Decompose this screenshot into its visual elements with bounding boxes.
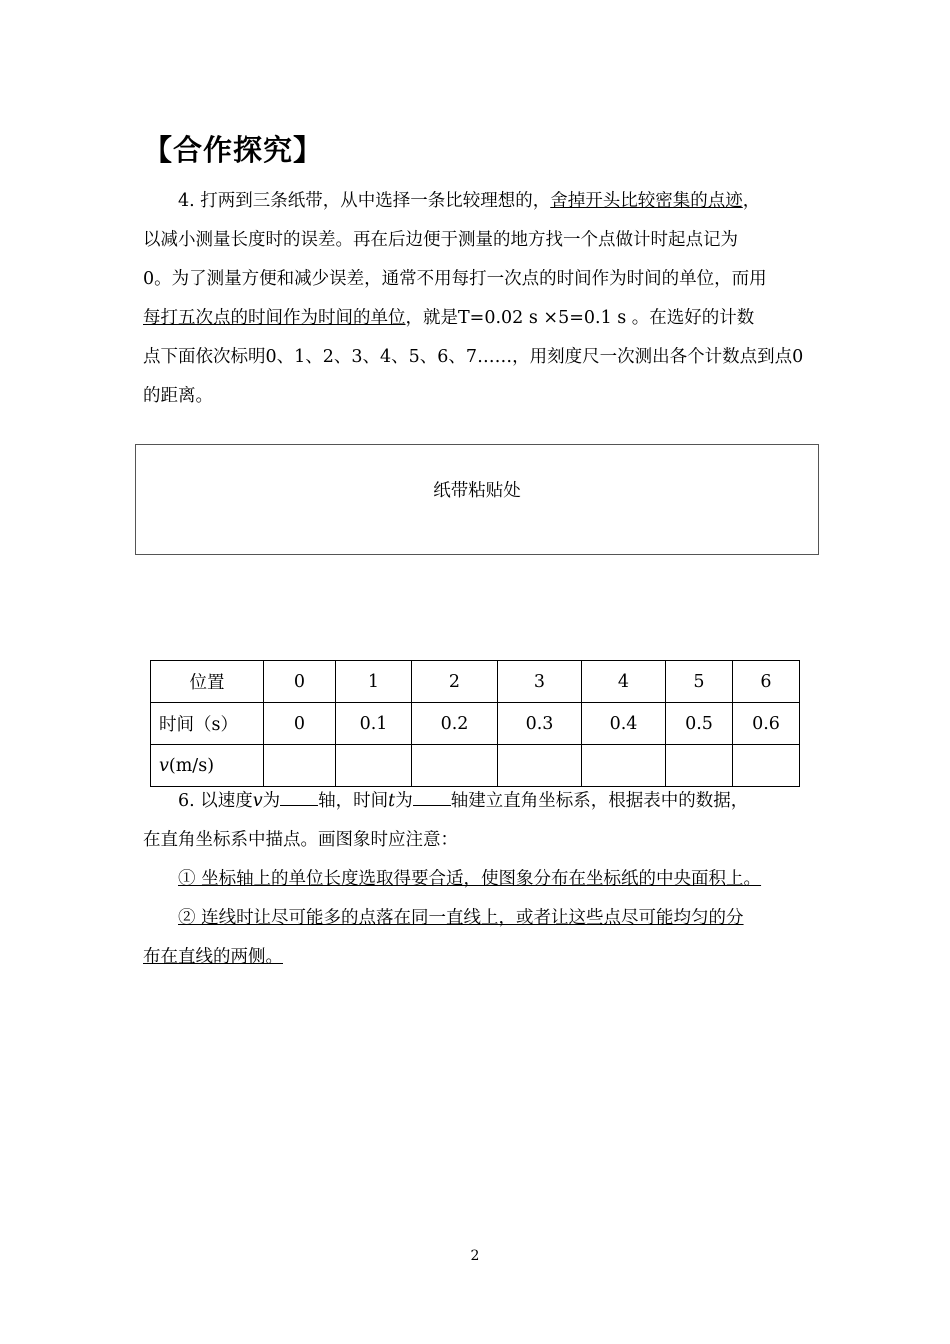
paste-box-label: 纸带粘贴处 [433,481,521,501]
table-row-velocity [151,745,800,787]
note-2-line-1: ② 连线时让尽可能多的点落在同一直线上，或者让这些点尽可能均匀的分 [178,908,744,928]
table-cell: 4 [582,661,666,703]
paragraph-4 [143,182,811,416]
table-cell-empty[interactable] [733,745,800,787]
table-cell: 0 [264,703,336,745]
para4-line-6: 的距离。 [143,386,213,406]
table-cell: 0.6 [733,703,800,745]
row-header: 时间（s） [151,703,264,745]
table-cell-empty[interactable] [498,745,582,787]
table-cell: 0 [264,661,336,703]
para4-line-2: 以减小测量长度时的误差。再在后边便于测量的地方找一个点做计时起点记为 [143,230,738,250]
para6-line-2: 在直角坐标系中描点。画图象时应注意： [143,830,458,850]
tape-paste-area [135,444,819,555]
table-row-position [151,661,800,703]
table-cell-empty[interactable] [336,745,412,787]
data-table [150,660,800,787]
para4-line-1: 4. 打两到三条纸带，从中选择一条比较理想的，舍掉开头比较密集的点迹， [178,191,761,211]
table-cell: 0.4 [582,703,666,745]
para6-line-1: 6. 以速度v为 轴，时间t为 轴建立直角坐标系，根据表中的数据， [143,782,811,821]
page-number: 2 [470,1248,480,1264]
table-cell-empty[interactable] [264,745,336,787]
table-cell-empty[interactable] [582,745,666,787]
table-cell: 0.5 [666,703,733,745]
table-cell: 5 [666,661,733,703]
para4-line-5: 点下面依次标明0、1、2、3、4、5、6、7……，用刻度尺一次测出各个计数点到点0 [143,347,804,367]
table-cell: 0.1 [336,703,412,745]
paragraph-6 [143,782,811,977]
section-heading: 【合作探究】 [143,133,324,167]
underlined-phrase: 舍掉开头比较密集的点迹 [550,191,743,211]
table-cell: 1 [336,661,412,703]
table-cell: 0.2 [412,703,498,745]
table-cell-empty[interactable] [412,745,498,787]
para4-line-4: 每打五次点的时间作为时间的单位，就是T=0.02 s ×5=0.1 s 。在选好的计数 [143,308,755,328]
para4-line-3: 0。为了测量方便和减少误差，通常不用每打一次点的时间作为时间的单位，而用 [143,269,767,289]
note-1: ① 坐标轴上的单位长度选取得要合适，使图象分布在坐标纸的中央面积上。 [178,869,762,889]
table-cell: 0.3 [498,703,582,745]
table-cell-empty[interactable] [666,745,733,787]
row-header: v(m/s) [151,745,264,787]
fill-blank-2[interactable] [413,787,451,806]
fill-blank-1[interactable] [280,787,318,806]
table-cell: 3 [498,661,582,703]
underlined-phrase: 每打五次点的时间作为时间的单位 [143,308,406,328]
table-row-time [151,703,800,745]
table-cell: 6 [733,661,800,703]
row-header: 位置 [151,661,264,703]
table-cell: 2 [412,661,498,703]
note-2-line-2: 布在直线的两侧。 [143,947,283,967]
